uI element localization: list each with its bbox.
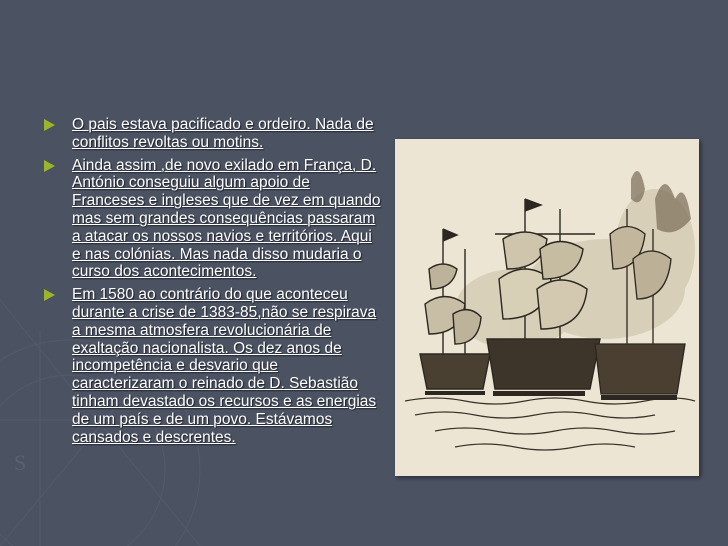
bullet-item <box>44 157 384 282</box>
bullet-arrow-icon <box>44 160 55 172</box>
bullet-text: Em 1580 ao contrário do que aconteceu durante a crise de 1383-85,não se respirava a mesma atmosfera revolucionária de exaltação nacionalista. Os dez anos de incompetência e desvario que caracterizaram o reinado de D. Sebastião tinham devastado os recursos e as energias de um país e de um povo. Estávamos cansados e descrentes. <box>72 286 377 446</box>
bullet-text: O pais estava pacificado e ordeiro. Nada de conflitos revoltas ou motins. <box>72 116 374 151</box>
bullet-arrow-icon <box>44 119 55 131</box>
svg-text:S: S <box>14 450 27 475</box>
ships-illustration <box>395 139 699 476</box>
bullet-list <box>44 116 384 451</box>
bullet-arrow-icon <box>44 289 55 301</box>
bullet-text: Ainda assim ,de novo exilado em França, D. António conseguiu algum apoio de Franceses e ingleses que de vez em quando mas sem grandes consequências passaram a atacar os nossos navios e territórios. Aqui e nas colónias. Mas nada disso mudaria o curso dos acontecimentos. <box>72 156 381 281</box>
bullet-item <box>44 286 384 446</box>
ship-battle-image <box>395 139 699 476</box>
bullet-item <box>44 116 384 152</box>
